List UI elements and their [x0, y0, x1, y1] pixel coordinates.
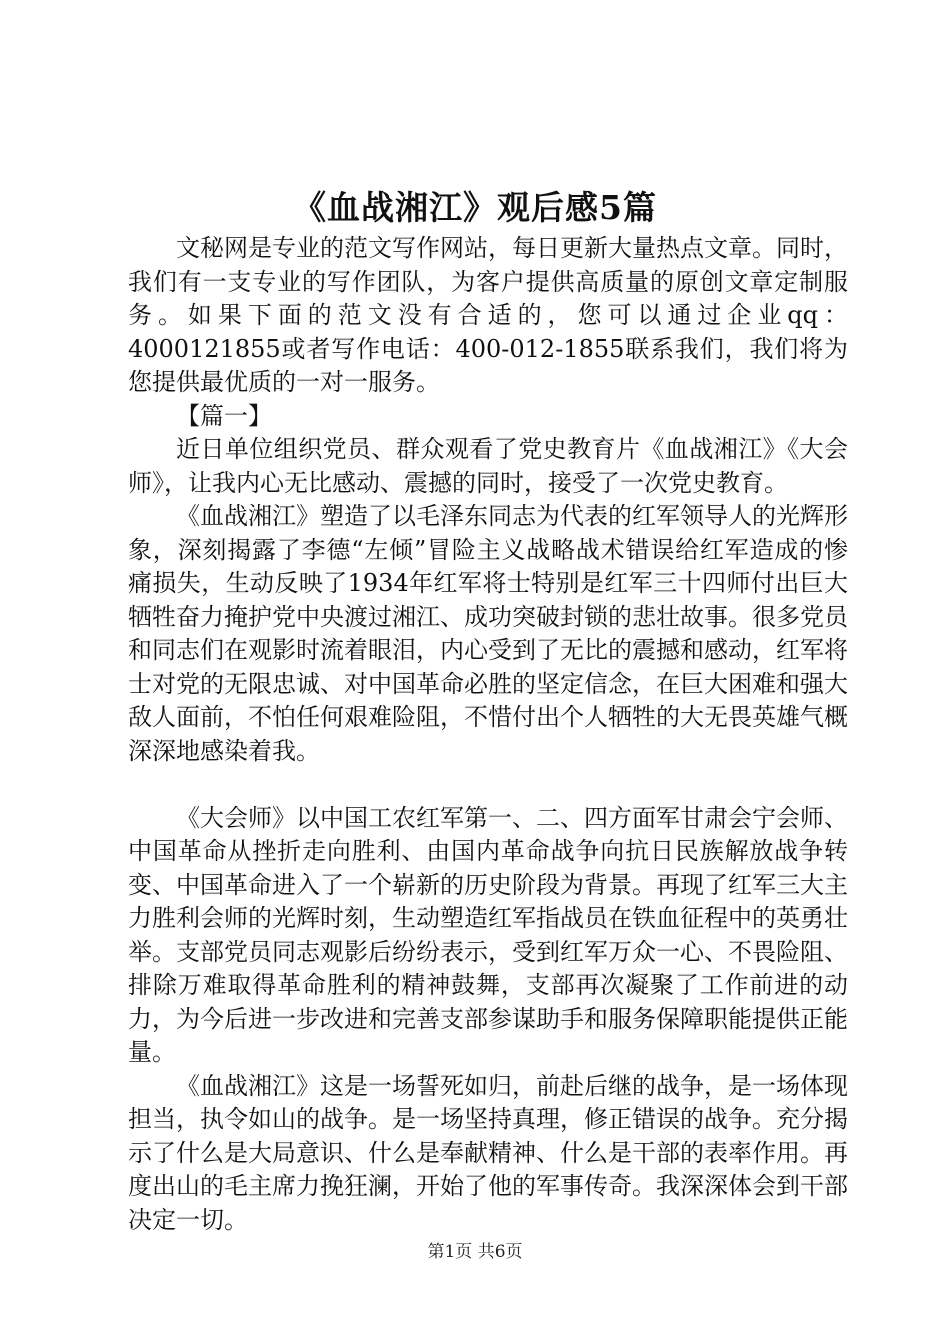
- document-body: [128, 232, 848, 1237]
- body-paragraph: 《血战湘江》塑造了以毛泽东同志为代表的红军领导人的光辉形象，深刻揭露了李德“左倾”冒险主义战略战术错误给红军造成的惨痛损失，生动反映了1934年红军将士特别是红军三十四师付出巨大牺牲奋力掩护党中央渡过湘江、成功突破封锁的悲壮故事。很多党员和同志们在观影时流着眼泪，内心受到了无比的震撼和感动，红军将士对党的无限忠诚、对中国革命必胜的坚定信念，在巨大困难和强大敌人面前，不怕任何艰难险阻，不惜付出个人牺牲的大无畏英雄气概深深地感染着我。: [128, 502, 848, 765]
- body-paragraph: 近日单位组织党员、群众观看了党史教育片《血战湘江》《大会师》，让我内心无比感动、震撼的同时，接受了一次党史教育。: [128, 435, 848, 497]
- intro-paragraph: 文秘网是专业的范文写作网站，每日更新大量热点文章。同时，我们有一支专业的写作团队，为客户提供高质量的原创文章定制服务。如果下面的范文没有合适的，您可以通过企业qq：4000121855或者写作电话：400-012-1855联系我们，我们将为您提供最优质的一对一服务。: [128, 234, 848, 396]
- paragraph-spacer: [128, 768, 848, 802]
- page-number: 第1页 共6页: [427, 1242, 523, 1262]
- body-paragraph: 《血战湘江》这是一场誓死如归，前赴后继的战争，是一场体现担当，执令如山的战争。是一场坚持真理，修正错误的战争。充分揭示了什么是大局意识、什么是奉献精神、什么是干部的表率作用。再度出山的毛主席力挽狂澜，开始了他的军事传奇。我深深体会到干部决定一切。: [128, 1071, 848, 1234]
- document-title: 《血战湘江》观后感5篇: [293, 188, 657, 227]
- section-heading: 【篇一】: [176, 401, 272, 430]
- body-paragraph: 《大会师》以中国工农红军第一、二、四方面军甘肃会宁会师、中国革命从挫折走向胜利、由国内革命战争向抗日民族解放战争转变、中国革命进入了一个崭新的历史阶段为背景。再现了红军三大主力胜利会师的光辉时刻，生动塑造红军指战员在铁血征程中的英勇壮举。支部党员同志观影后纷纷表示，受到红军万众一心、不畏险阻、排除万难取得革命胜利的精神鼓舞，支部再次凝聚了工作前进的动力，为今后进一步改进和完善支部参谋助手和服务保障职能提供正能量。: [128, 803, 848, 1066]
